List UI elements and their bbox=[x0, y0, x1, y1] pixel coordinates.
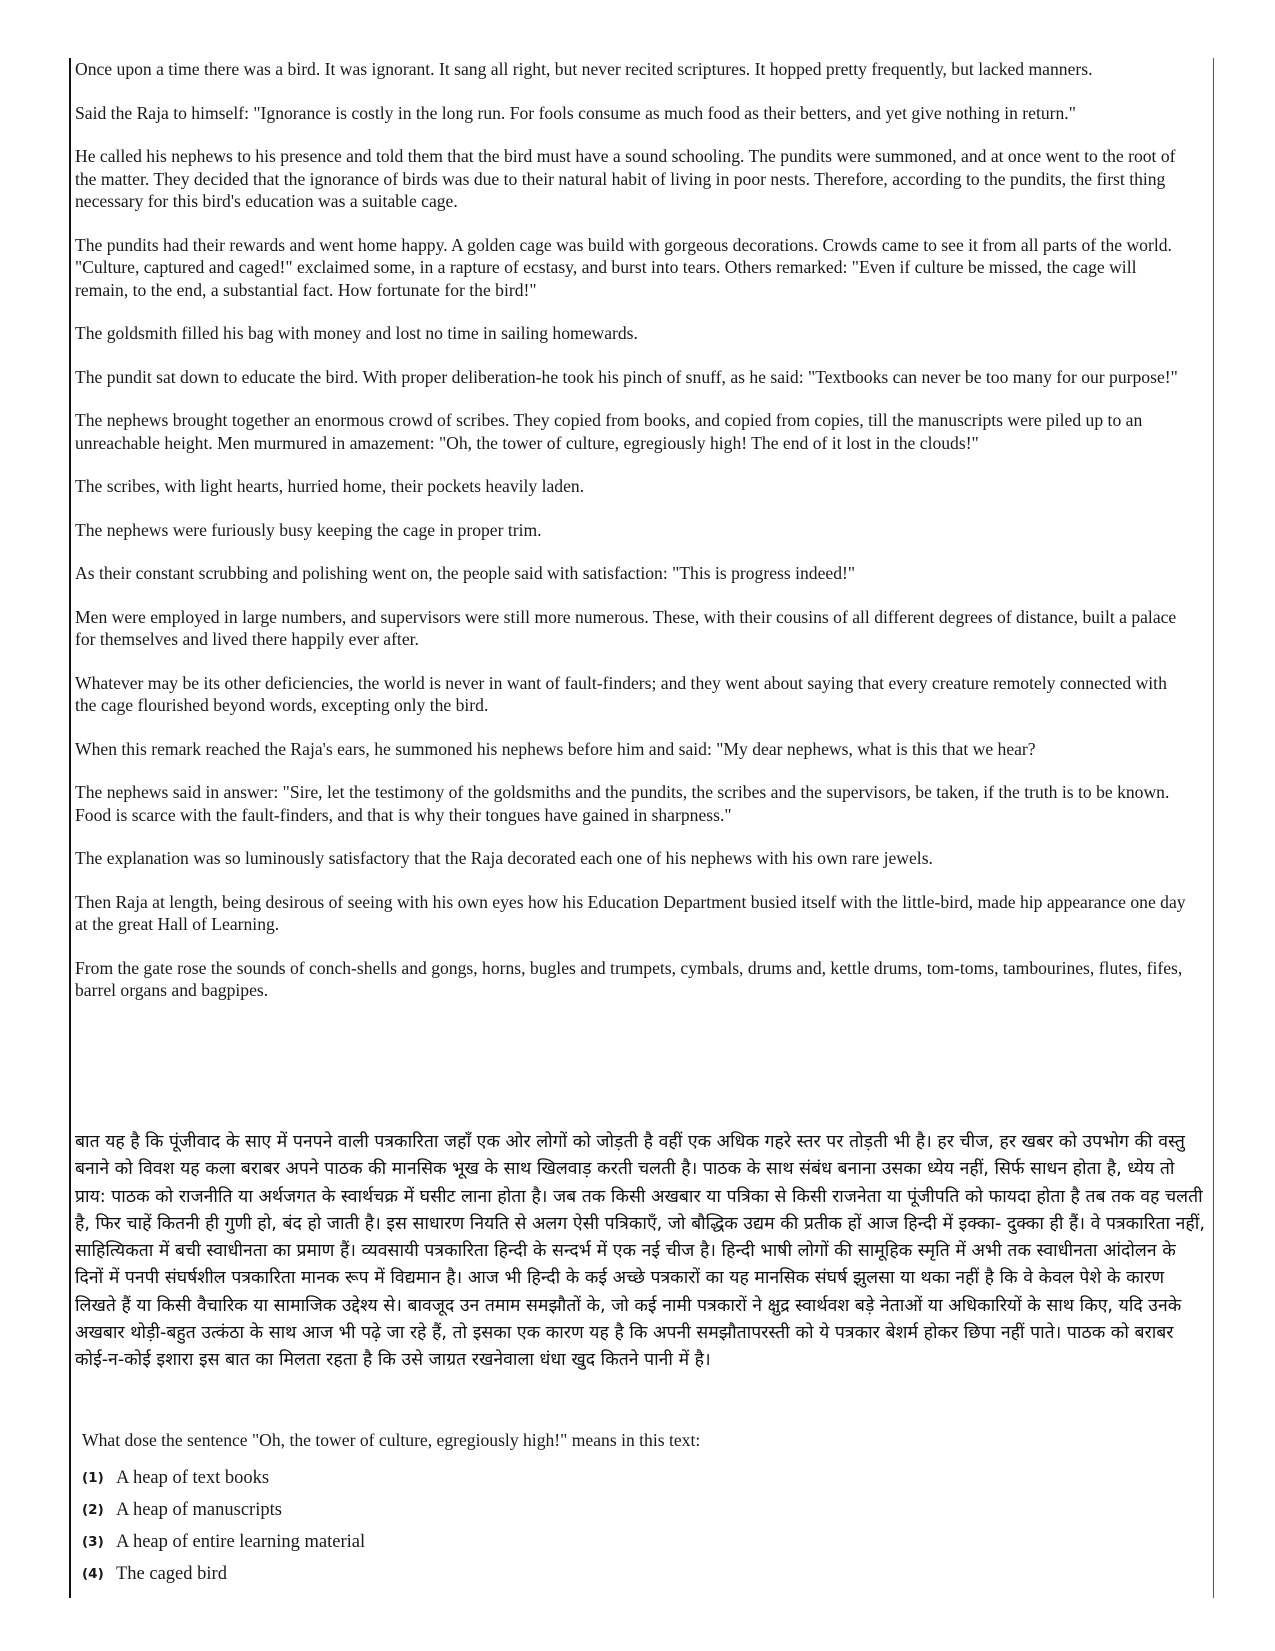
passage-paragraph: The nephews were furiously busy keeping the cage in proper trim. bbox=[75, 519, 542, 540]
passage-paragraph: The nephews brought together an enormous crowd of scribes. They copied from books, and copied from copies, till the manuscripts were piled up to an unreachable height. Men murmured in amazement: "Oh, the tower of culture, egregiously high! The end of it lost in the clouds!" bbox=[75, 410, 1143, 453]
option-text: A heap of manuscripts bbox=[116, 1499, 282, 1520]
passage-paragraph: As their constant scrubbing and polishing went on, the people said with satisfaction: "This is progress indeed!" bbox=[75, 563, 856, 583]
passage-paragraph: Said the Raja to himself: "Ignorance is costly in the long run. For fools consume as much food as their betters, and yet give nothing in return." bbox=[75, 102, 1076, 123]
option-number: (1) bbox=[82, 1470, 104, 1486]
option-number: (2) bbox=[82, 1502, 104, 1518]
passage-paragraph: The scribes, with light hearts, hurried home, their pockets heavily laden. bbox=[75, 476, 585, 496]
passage-paragraph: He called his nephews to his presence and told them that the bird must have a sound schooling. The pundits were summoned, and at once went to the root of the matter. They decided that the ignorance of birds was due to their natural habit of living in poor nests. Therefore, according to the pundits, the first thing necessary for this bird's education was a suitable cage. bbox=[75, 146, 1176, 211]
passage-paragraph: The pundits had their rewards and went home happy. A golden cage was build with gorgeous decorations. Crowds came to see it from all parts of the world. "Culture, captured and caged!" exclaimed some, in a rapture of ecstasy, and burst into tears. Others remarked: "Even if culture be missed, the cage will remain, to the end, a substantial fact. How fortunate for the bird!" bbox=[75, 234, 1172, 300]
answer-options bbox=[82, 1462, 365, 1590]
passage-paragraph: From the gate rose the sounds of conch-shells and gongs, horns, bugles and trumpets, cymbals, drums and, kettle drums, tom-toms, tambourines, flutes, fifes, barrel organs and bagpipes. bbox=[75, 957, 1183, 1000]
passage-paragraph: Men were employed in large numbers, and supervisors were still more numerous. These, with their cousins of all different degrees of distance, built a palace for themselves and lived there happily ever after. bbox=[75, 606, 1177, 649]
passage-paragraph: Then Raja at length, being desirous of seeing with his own eyes how his Education Department busied itself with the little-bird, made hip appearance one day at the great Hall of Learning. bbox=[75, 891, 1186, 934]
passage-paragraph: Once upon a time there was a bird. It was ignorant. It sang all right, but never recited scriptures. It hopped pretty frequently, but lacked manners. bbox=[75, 59, 1093, 79]
option-number: (4) bbox=[82, 1566, 104, 1582]
left-border-line bbox=[69, 58, 71, 1598]
question-text: What dose the sentence "Oh, the tower of culture, egregiously high!" means in this text: bbox=[82, 1430, 701, 1450]
passage-paragraph: The goldsmith filled his bag with money and lost no time in sailing homewards. bbox=[75, 323, 638, 343]
option-text: A heap of text books bbox=[116, 1467, 270, 1488]
passage-paragraph: The explanation was so luminously satisfactory that the Raja decorated each one of his nephews with his own rare jewels. bbox=[75, 848, 933, 868]
passage-paragraph: The nephews said in answer: "Sire, let the testimony of the goldsmiths and the pundits, the scribes and the supervisors, be taken, if the truth is to be known. Food is scarce with the fault-finders, and that is why their tongues have gained in sharpness." bbox=[75, 782, 1170, 825]
right-border-line bbox=[1213, 58, 1214, 1598]
answer-option-3[interactable] bbox=[82, 1526, 365, 1558]
passage-paragraph: Whatever may be its other deficiencies, the world is never in want of fault-finders; and they went about saying that every creature remotely connected with the cage flourished beyond words, excepting only the bird. bbox=[75, 672, 1167, 715]
answer-option-2[interactable] bbox=[82, 1494, 365, 1526]
answer-option-1[interactable] bbox=[82, 1462, 365, 1494]
option-text: The caged bird bbox=[116, 1563, 227, 1584]
passage-paragraph: The pundit sat down to educate the bird. With proper deliberation-he took his pinch of snuff, as he said: "Textbooks can never be too many for our purpose!" bbox=[75, 366, 1178, 387]
option-number: (3) bbox=[82, 1534, 104, 1550]
hindi-passage: बात यह है कि पूंजीवाद के साए में पनपने वाली पत्रकारिता जहाँ एक ओर लोगों को जोड़ती है वहीं एक अधिक गहरे स्तर पर तोड़ती भी है। हर चीज, हर खबर को उपभोग की वस्तु बनाने को विवश यह कला बराबर अपने पाठक की मानसिक भूख के साथ खिलवाड़ करती चलती है। पाठक के साथ संबंध बनाना उसका ध्येय नहीं, सिर्फ साधन होता है, ध्येय तो प्राय: पाठक को राजनीति या अर्थजगत के स्वार्थचक्र में घसीट लाना होता है। जब तक किसी अखबार या पत्रिका से किसी राजनेता या पूंजीपति को फायदा होता है तब तक वह चलती है, फिर चाहें कितनी ही गुणी हो, बंद हो जाती है। इस साधारण नियति से अलग ऐसी पत्रिकाएँ, जो बौद्धिक उद्यम की प्रतीक हों आज हिन्दी में इक्का- दुक्का ही हैं। वे पत्रकारिता नहीं, साहित्यिकता में बची स्वाधीनता का प्रमाण हैं। व्यवसायी पत्रकारिता हिन्दी के सन्दर्भ में एक नई चीज है। हिन्दी भाषी लोगों की सामूहिक स्मृति में अभी तक स्वाधीनता आंदोलन के दिनों में पनपी संघर्षशील पत्रकारिता मानक रूप में विद्यमान है। आज भी हिन्दी के कई अच्छे पत्रकारों का यह मानसिक संघर्ष झुलसा या थका नहीं है कि वे केवल पेशे के कारण लिखते हैं या किसी वैचारिक या सामाजिक उद्देश्य से। बावजूद उन तमाम समझौतों के, जो कई नामी पत्रकारों ने क्षुद्र स्वार्थवश बड़े नेताओं या अधिकारियों के साथ किए, यदि उनके अखबार थोड़ी-बहुत उत्कंठा के साथ आज भी पढ़े जा रहे हैं, तो इसका एक कारण यह है कि अपनी समझौतापरस्ती को ये पत्रकार बेशर्म होकर छिपा नहीं पाते। पाठक को बराबर कोई-न-कोई इशारा इस बात का मिलता रहता है कि उसे जाग्रत रखनेवाला धंधा खुद कितने पानी में है। bbox=[75, 1132, 1205, 1371]
english-passage bbox=[75, 58, 1190, 1002]
option-text: A heap of entire learning material bbox=[116, 1531, 366, 1552]
answer-option-4[interactable] bbox=[82, 1558, 365, 1590]
passage-paragraph: When this remark reached the Raja's ears, he summoned his nephews before him and said: "My dear nephews, what is this that we hear? bbox=[75, 738, 1036, 759]
